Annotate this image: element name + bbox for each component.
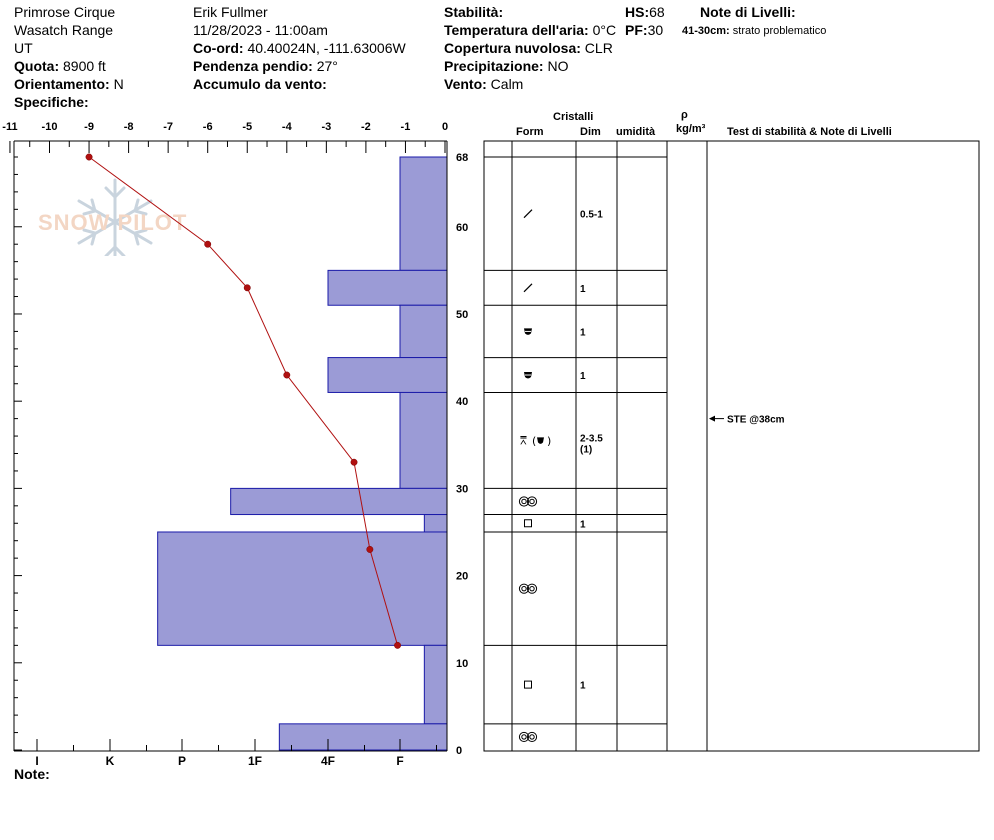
rho-header: ρ	[681, 109, 688, 121]
state: UT	[14, 40, 33, 56]
notes-label: Note:	[14, 766, 50, 782]
precip-label: Precipitazione:	[444, 58, 544, 74]
crystal-form-icon	[522, 499, 526, 503]
crystal-form-icon: (	[532, 434, 537, 448]
temperature-point	[284, 372, 290, 378]
temperature-point	[205, 241, 211, 247]
height-tick-label: 50	[456, 308, 469, 321]
temp-tick-label: -8	[123, 121, 134, 133]
pf-value: 30	[647, 22, 664, 38]
temp-tick-label: -10	[41, 121, 58, 133]
range: Wasatch Range	[14, 22, 114, 38]
temperature-point	[244, 285, 250, 291]
aspect-label: Orientamento:	[14, 76, 110, 92]
layer-note-text: strato problematico	[732, 25, 827, 37]
crystal-form-icon	[530, 586, 534, 590]
crystals-header: Cristalli	[553, 111, 594, 123]
hardness-bar	[424, 645, 447, 723]
dim-header: Dim	[580, 126, 601, 138]
temp-tick-label: -6	[202, 121, 213, 133]
crystal-form-icon	[524, 210, 532, 218]
crystal-form-icon	[525, 520, 532, 527]
temp-tick-label: -3	[321, 121, 332, 133]
hardness-bar	[328, 358, 447, 393]
layer-dim: 1	[580, 371, 586, 383]
elevation-label: Quota:	[14, 58, 60, 74]
temperature-point	[351, 459, 357, 465]
temp-tick-label: -4	[281, 121, 292, 133]
pf-label: PF:	[625, 22, 648, 38]
stability-test-label: STE @38cm	[727, 414, 785, 426]
snow-pilot-logo: SNOW PILOT	[38, 210, 188, 235]
hardness-bar	[279, 724, 447, 750]
specifics-label: Specifiche:	[14, 94, 89, 110]
temp-tick-label: -5	[242, 121, 253, 133]
density-unit-header: kg/m³	[676, 123, 706, 135]
layer-dim: 1	[580, 680, 586, 692]
layer-dim: (1)	[580, 444, 593, 456]
temperature-point	[394, 642, 400, 648]
aspect-value: N	[113, 76, 124, 92]
hardness-bar	[400, 392, 447, 488]
temp-tick-label: -11	[2, 121, 18, 133]
layer-note-range: 41-30cm:	[682, 25, 730, 37]
crystal-form-icon	[537, 437, 544, 444]
crystal-form-icon	[524, 284, 532, 292]
hardness-tick-label: F	[396, 754, 404, 768]
tests-header: Test di stabilità & Note di Livelli	[727, 126, 892, 138]
hardness-bar	[328, 270, 447, 305]
cloud-value: CLR	[584, 40, 613, 56]
coord-label: Co-ord:	[193, 40, 244, 56]
wind-value: Calm	[490, 76, 524, 92]
datetime: 11/28/2023 - 11:00am	[193, 22, 328, 38]
hardness-bar	[158, 532, 447, 645]
layers-table	[484, 141, 979, 751]
height-tick-label: 20	[456, 570, 469, 583]
elevation-value: 8900 ft	[63, 58, 106, 74]
form-header: Form	[516, 126, 544, 138]
air-temp-value: 0°C	[592, 22, 617, 38]
temp-tick-label: -1	[400, 121, 411, 133]
height-tick-label: 0	[456, 745, 463, 757]
hardness-bar	[231, 488, 447, 514]
hs-label: HS:	[625, 4, 650, 20]
crystal-form-icon	[525, 681, 532, 688]
crystal-form-icon	[522, 735, 526, 739]
temp-tick-label: 0	[441, 121, 449, 133]
hardness-tick-label: 1F	[247, 754, 263, 768]
cloud-label: Copertura nuvolosa:	[444, 40, 581, 56]
crystal-form-icon	[530, 735, 534, 739]
hardness-tick-label: K	[105, 754, 115, 768]
stability-label: Stabilità:	[444, 4, 504, 20]
wind-label: Vento:	[444, 76, 487, 92]
air-temp-label: Temperatura dell'aria:	[444, 22, 589, 38]
layer-dim: 1	[580, 519, 586, 531]
observer: Erik Fullmer	[193, 4, 268, 20]
height-tick-label: 10	[456, 657, 469, 670]
crystal-form-icon	[522, 586, 526, 590]
hardness-tick-label: 4F	[320, 754, 336, 768]
hs-value: 68	[649, 4, 665, 20]
slope-label: Pendenza pendio:	[193, 58, 313, 74]
hardness-tick-label: I	[35, 754, 39, 768]
crystal-form-icon: ⩞	[520, 434, 527, 448]
height-tick-label: 30	[456, 483, 469, 496]
crystal-form-icon: )	[547, 434, 552, 448]
layer-dim: 1	[580, 283, 586, 295]
hardness-bar	[400, 305, 447, 357]
temperature-point	[367, 546, 373, 552]
height-tick-label: 68	[456, 152, 469, 164]
temp-tick-label: -2	[361, 121, 371, 133]
height-tick-label: 60	[456, 221, 469, 234]
coord-value: 40.40024N, -111.63006W	[247, 40, 406, 56]
precip-value: NO	[547, 58, 569, 74]
slope-value: 27°	[316, 58, 338, 74]
temp-tick-label: -9	[84, 121, 94, 133]
hardness-tick-label: P	[177, 754, 187, 768]
moisture-header: umidità	[616, 126, 656, 138]
stability-test-arrow-head	[709, 416, 715, 422]
temperature-point	[86, 154, 92, 160]
height-tick-label: 40	[456, 396, 469, 409]
layer-dim: 0.5-1	[580, 209, 603, 221]
hardness-bar	[400, 157, 447, 270]
layer-dim: 1	[580, 327, 586, 339]
layer-dim: 2-3.5	[580, 433, 603, 445]
hardness-bar	[424, 515, 447, 532]
temp-tick-label: -7	[163, 121, 174, 133]
layer-notes-label: Note di Livelli:	[700, 4, 796, 20]
location: Primrose Cirque	[14, 4, 116, 20]
wind-load-label: Accumulo da vento:	[193, 76, 327, 92]
crystal-form-icon	[530, 499, 534, 503]
